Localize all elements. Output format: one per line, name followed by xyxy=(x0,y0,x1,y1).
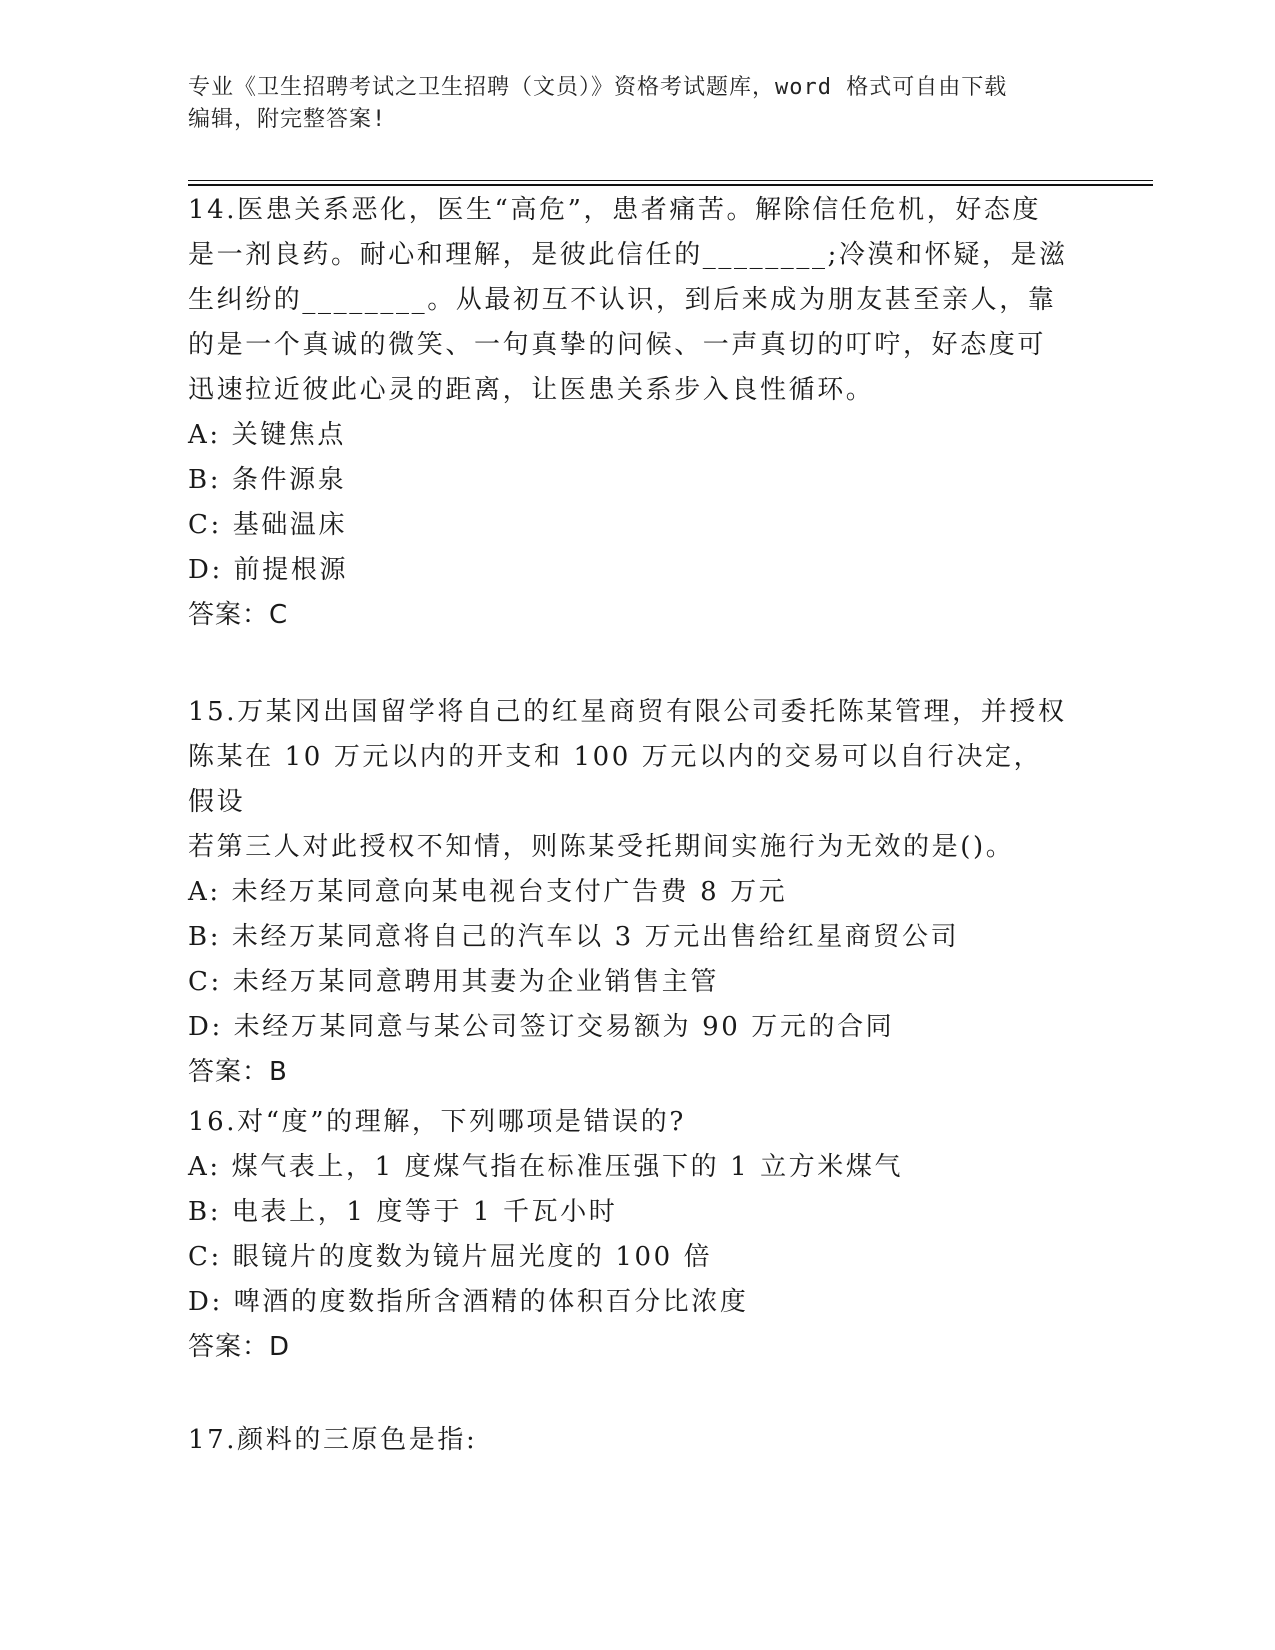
question-stem-line: 生纠纷的________。从最初互不认识，到后来成为朋友甚至亲人，靠 xyxy=(188,285,1057,315)
option-b: B: 条件源泉 xyxy=(188,465,347,495)
option-b: B: 电表上，1 度等于 1 千瓦小时 xyxy=(188,1197,618,1227)
question-15 xyxy=(188,690,1068,1095)
question-stem-line: 陈某在 10 万元以内的开支和 100 万元以内的交易可以自行决定，假设 xyxy=(188,742,1043,817)
answer-line: 答案：B xyxy=(188,1057,288,1087)
option-c: C: 基础温床 xyxy=(188,510,348,540)
question-14 xyxy=(188,188,1068,638)
header-line-2: 编辑，附完整答案! xyxy=(188,107,387,132)
document-header xyxy=(188,72,1068,136)
question-stem-line: 14.医患关系恶化，医生“高危”，患者痛苦。解除信任危机，好态度 xyxy=(188,195,1042,225)
answer-line: 答案：C xyxy=(188,600,289,630)
option-a: A: 关键焦点 xyxy=(188,420,347,450)
header-divider-thick xyxy=(188,184,1153,186)
option-c: C: 未经万某同意聘用其妻为企业销售主管 xyxy=(188,967,719,997)
question-stem-line: 16.对“度”的理解，下列哪项是错误的? xyxy=(188,1107,686,1137)
option-b: B: 未经万某同意将自己的汽车以 3 万元出售给红星商贸公司 xyxy=(188,922,960,952)
question-stem-line: 若第三人对此授权不知情，则陈某受托期间实施行为无效的是()。 xyxy=(188,832,1015,862)
option-a: A: 未经万某同意向某电视台支付广告费 8 万元 xyxy=(188,877,788,907)
answer-line: 答案：D xyxy=(188,1332,291,1362)
header-line-1: 专业《卫生招聘考试之卫生招聘（文员）》资格考试题库，word 格式可自由下载 xyxy=(188,75,1008,100)
question-stem-line: 的是一个真诚的微笑、一句真挚的问候、一声真切的叮咛，好态度可 xyxy=(188,330,1047,360)
question-stem-line: 17.颜料的三原色是指: xyxy=(188,1425,478,1455)
option-d: D: 未经万某同意与某公司签订交易额为 90 万元的合同 xyxy=(188,1012,895,1042)
option-d: D: 啤酒的度数指所含酒精的体积百分比浓度 xyxy=(188,1287,749,1317)
option-c: C: 眼镜片的度数为镜片屈光度的 100 倍 xyxy=(188,1242,713,1272)
header-divider-thin xyxy=(188,180,1153,181)
question-17 xyxy=(188,1418,1068,1463)
question-stem-line: 是一剂良药。耐心和理解，是彼此信任的________;冷漠和怀疑，是滋 xyxy=(188,240,1068,270)
option-a: A: 煤气表上，1 度煤气指在标准压强下的 1 立方米煤气 xyxy=(188,1152,904,1182)
question-stem-line: 迅速拉近彼此心灵的距离，让医患关系步入良性循环。 xyxy=(188,375,875,405)
option-d: D: 前提根源 xyxy=(188,555,349,585)
question-stem-line: 15.万某冈出国留学将自己的红星商贸有限公司委托陈某管理，并授权 xyxy=(188,697,1067,727)
question-16 xyxy=(188,1100,1068,1370)
